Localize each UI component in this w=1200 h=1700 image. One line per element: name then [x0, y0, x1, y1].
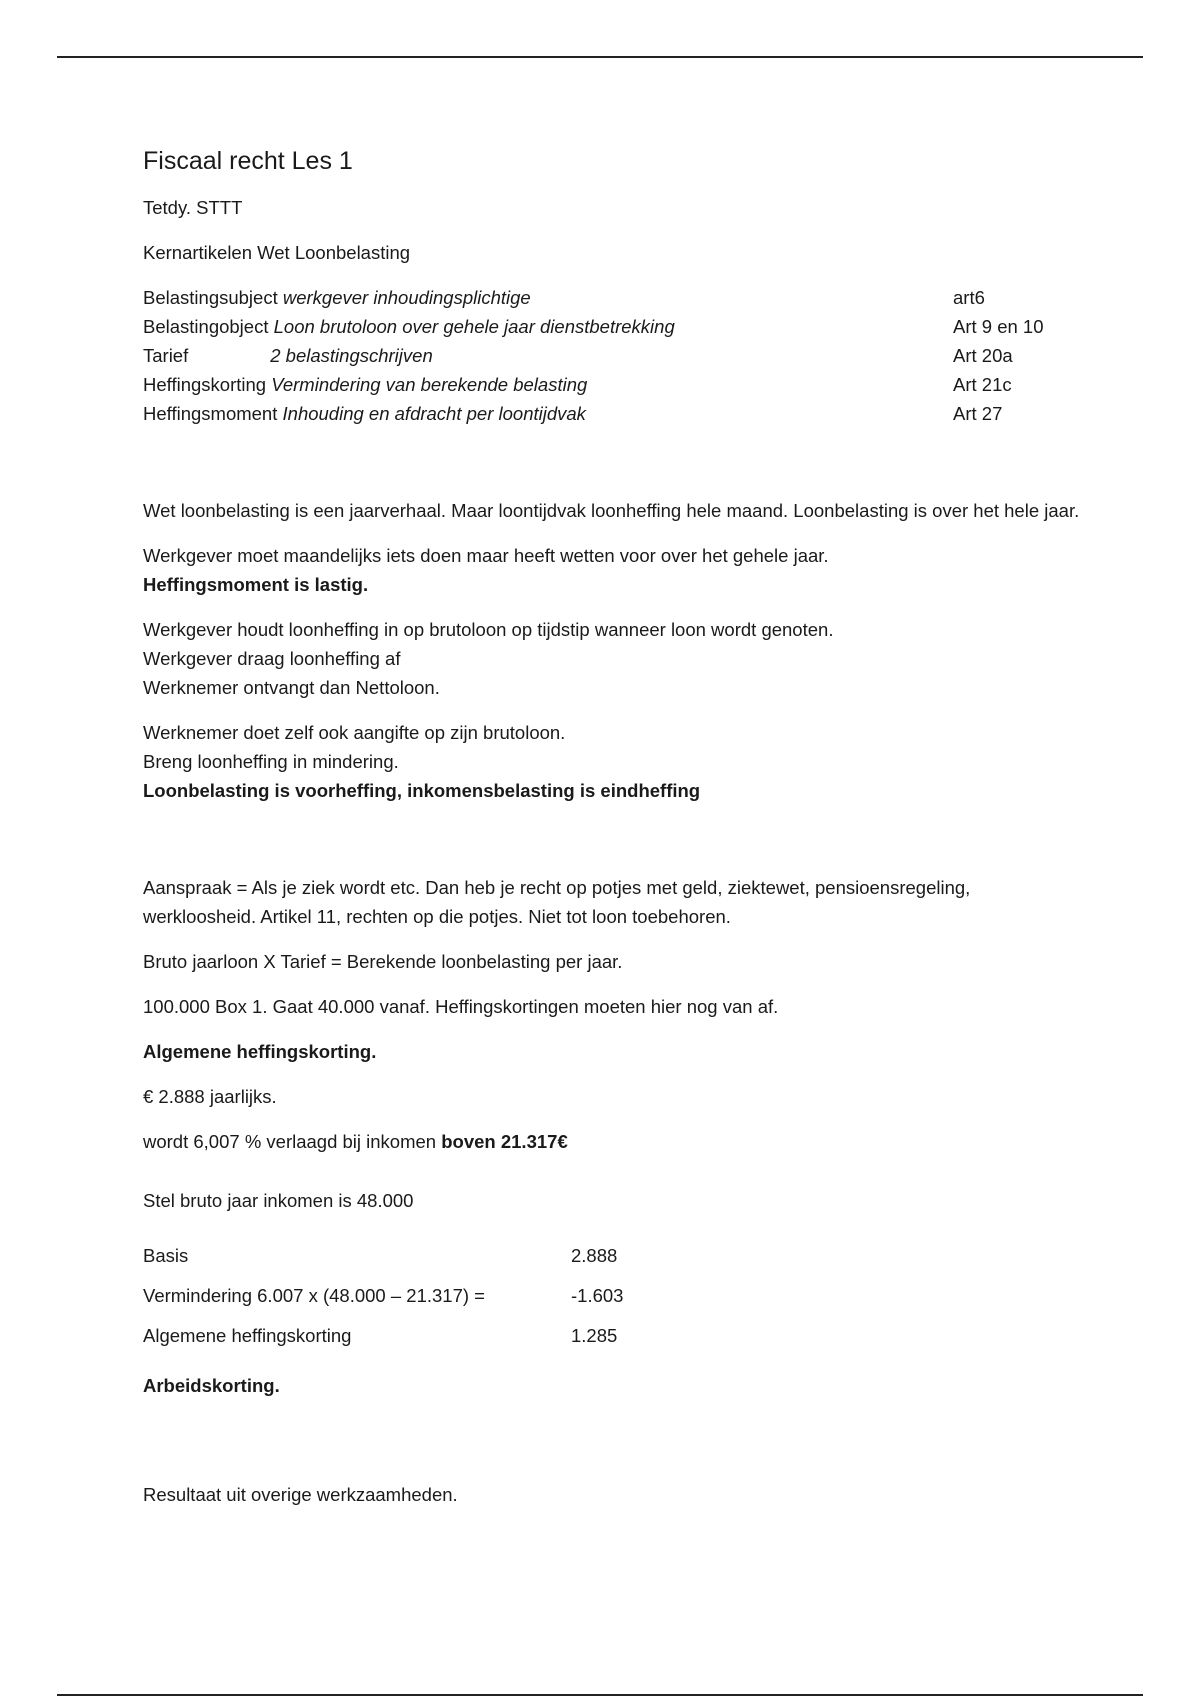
subtitle: Tetdy. STTT	[143, 197, 243, 218]
calculation-table	[143, 1235, 623, 1355]
article-desc: Vermindering van berekende belasting	[271, 374, 588, 395]
calculation-label: Algemene heffingskorting	[143, 1324, 352, 1346]
paragraph-box1: 100.000 Box 1. Gaat 40.000 vanaf. Heffingskortingen moeten hier nog van af.	[143, 996, 779, 1017]
article-row	[143, 283, 1083, 312]
article-ref: art6	[953, 287, 985, 308]
calculation-value: 1.285	[571, 1324, 618, 1346]
document-body	[143, 145, 1083, 1525]
paragraph-line: Werknemer doet zelf ook aangifte op zijn brutoloon.	[143, 722, 566, 743]
spacer	[143, 821, 1083, 873]
calculation-row	[143, 1315, 623, 1355]
article-row	[143, 399, 1083, 428]
paragraph-verlaging	[143, 1127, 1083, 1156]
paragraph-werkgever	[143, 541, 1083, 599]
article-desc: Inhouding en afdracht per loontijdvak	[282, 403, 586, 424]
calculation-row	[143, 1275, 623, 1315]
article-term: Heffingskorting	[143, 374, 267, 395]
article-row	[143, 312, 1083, 341]
heading-algemene-heffingskorting: Algemene heffingskorting.	[143, 1041, 377, 1062]
article-row	[143, 370, 1083, 399]
calculation-value: -1.603	[571, 1284, 624, 1306]
paragraph-line: Breng loonheffing in mindering.	[143, 751, 399, 772]
article-desc: 2 belastingschrijven	[270, 345, 433, 366]
paragraph-jaarverhaal: Wet loonbelasting is een jaarverhaal. Maar loontijdvak loonheffing hele maand. Loonbelasting is over het hele jaar.	[143, 500, 1080, 521]
articles-table	[143, 283, 1083, 428]
paragraph-line: Werknemer ontvangt dan Nettoloon.	[143, 677, 440, 698]
paragraph-formule: Bruto jaarloon X Tarief = Berekende loonbelasting per jaar.	[143, 951, 623, 972]
paragraph-inhouding	[143, 615, 1083, 702]
calculation-label: Basis	[143, 1244, 189, 1266]
article-term: Belastingobject	[143, 316, 269, 337]
paragraph-line: Werkgever houdt loonheffing in op brutoloon op tijdstip wanneer loon wordt genoten.	[143, 619, 834, 640]
article-row	[143, 341, 1083, 370]
calculation-value: 2.888	[571, 1244, 618, 1266]
article-term: Tarief	[143, 345, 189, 366]
calculation-label: Vermindering 6.007 x (48.000 – 21.317) =	[143, 1284, 485, 1306]
paragraph-aanspraak: Aanspraak = Als je ziek wordt etc. Dan heb je recht op potjes met geld, ziektewet, pensioensregeling, werkloosheid. Artikel 11, rechten op die potjes. Niet tot loon toebehoren.	[143, 877, 971, 927]
heading-arbeidskorting: Arbeidskorting.	[143, 1375, 280, 1396]
header-rule	[57, 56, 1143, 58]
article-term: Belastingsubject	[143, 287, 278, 308]
paragraph-line: Werkgever draag loonheffing af	[143, 648, 401, 669]
paragraph-voorbeeld: Stel bruto jaar inkomen is 48.000	[143, 1190, 414, 1211]
footer-rule	[57, 1694, 1143, 1696]
article-ref: Art 27	[953, 403, 1003, 424]
section-heading: Kernartikelen Wet Loonbelasting	[143, 242, 411, 263]
article-term: Heffingsmoment	[143, 403, 278, 424]
calculation-row	[143, 1235, 623, 1275]
article-ref: Art 20a	[953, 345, 1013, 366]
page-title: Fiscaal recht Les 1	[143, 147, 353, 175]
paragraph-line: Werkgever moet maandelijks iets doen maar heeft wetten voor over het gehele jaar.	[143, 545, 829, 566]
paragraph-aangifte	[143, 718, 1083, 805]
article-ref: Art 21c	[953, 374, 1012, 395]
paragraph-resultaat: Resultaat uit overige werkzaamheden.	[143, 1484, 458, 1505]
article-desc: Loon brutoloon over gehele jaar dienstbetrekking	[273, 316, 675, 337]
paragraph-bold-line: Loonbelasting is voorheffing, inkomensbelasting is eindheffing	[143, 780, 701, 801]
paragraph-bedrag: € 2.888 jaarlijks.	[143, 1086, 277, 1107]
article-desc: werkgever inhoudingsplichtige	[282, 287, 531, 308]
paragraph-bold-line: Heffingsmoment is lastig.	[143, 574, 369, 595]
paragraph-bold-text: boven 21.317€	[441, 1131, 568, 1152]
paragraph-text: wordt 6,007 % verlaagd bij inkomen	[143, 1131, 442, 1152]
article-ref: Art 9 en 10	[953, 316, 1044, 337]
